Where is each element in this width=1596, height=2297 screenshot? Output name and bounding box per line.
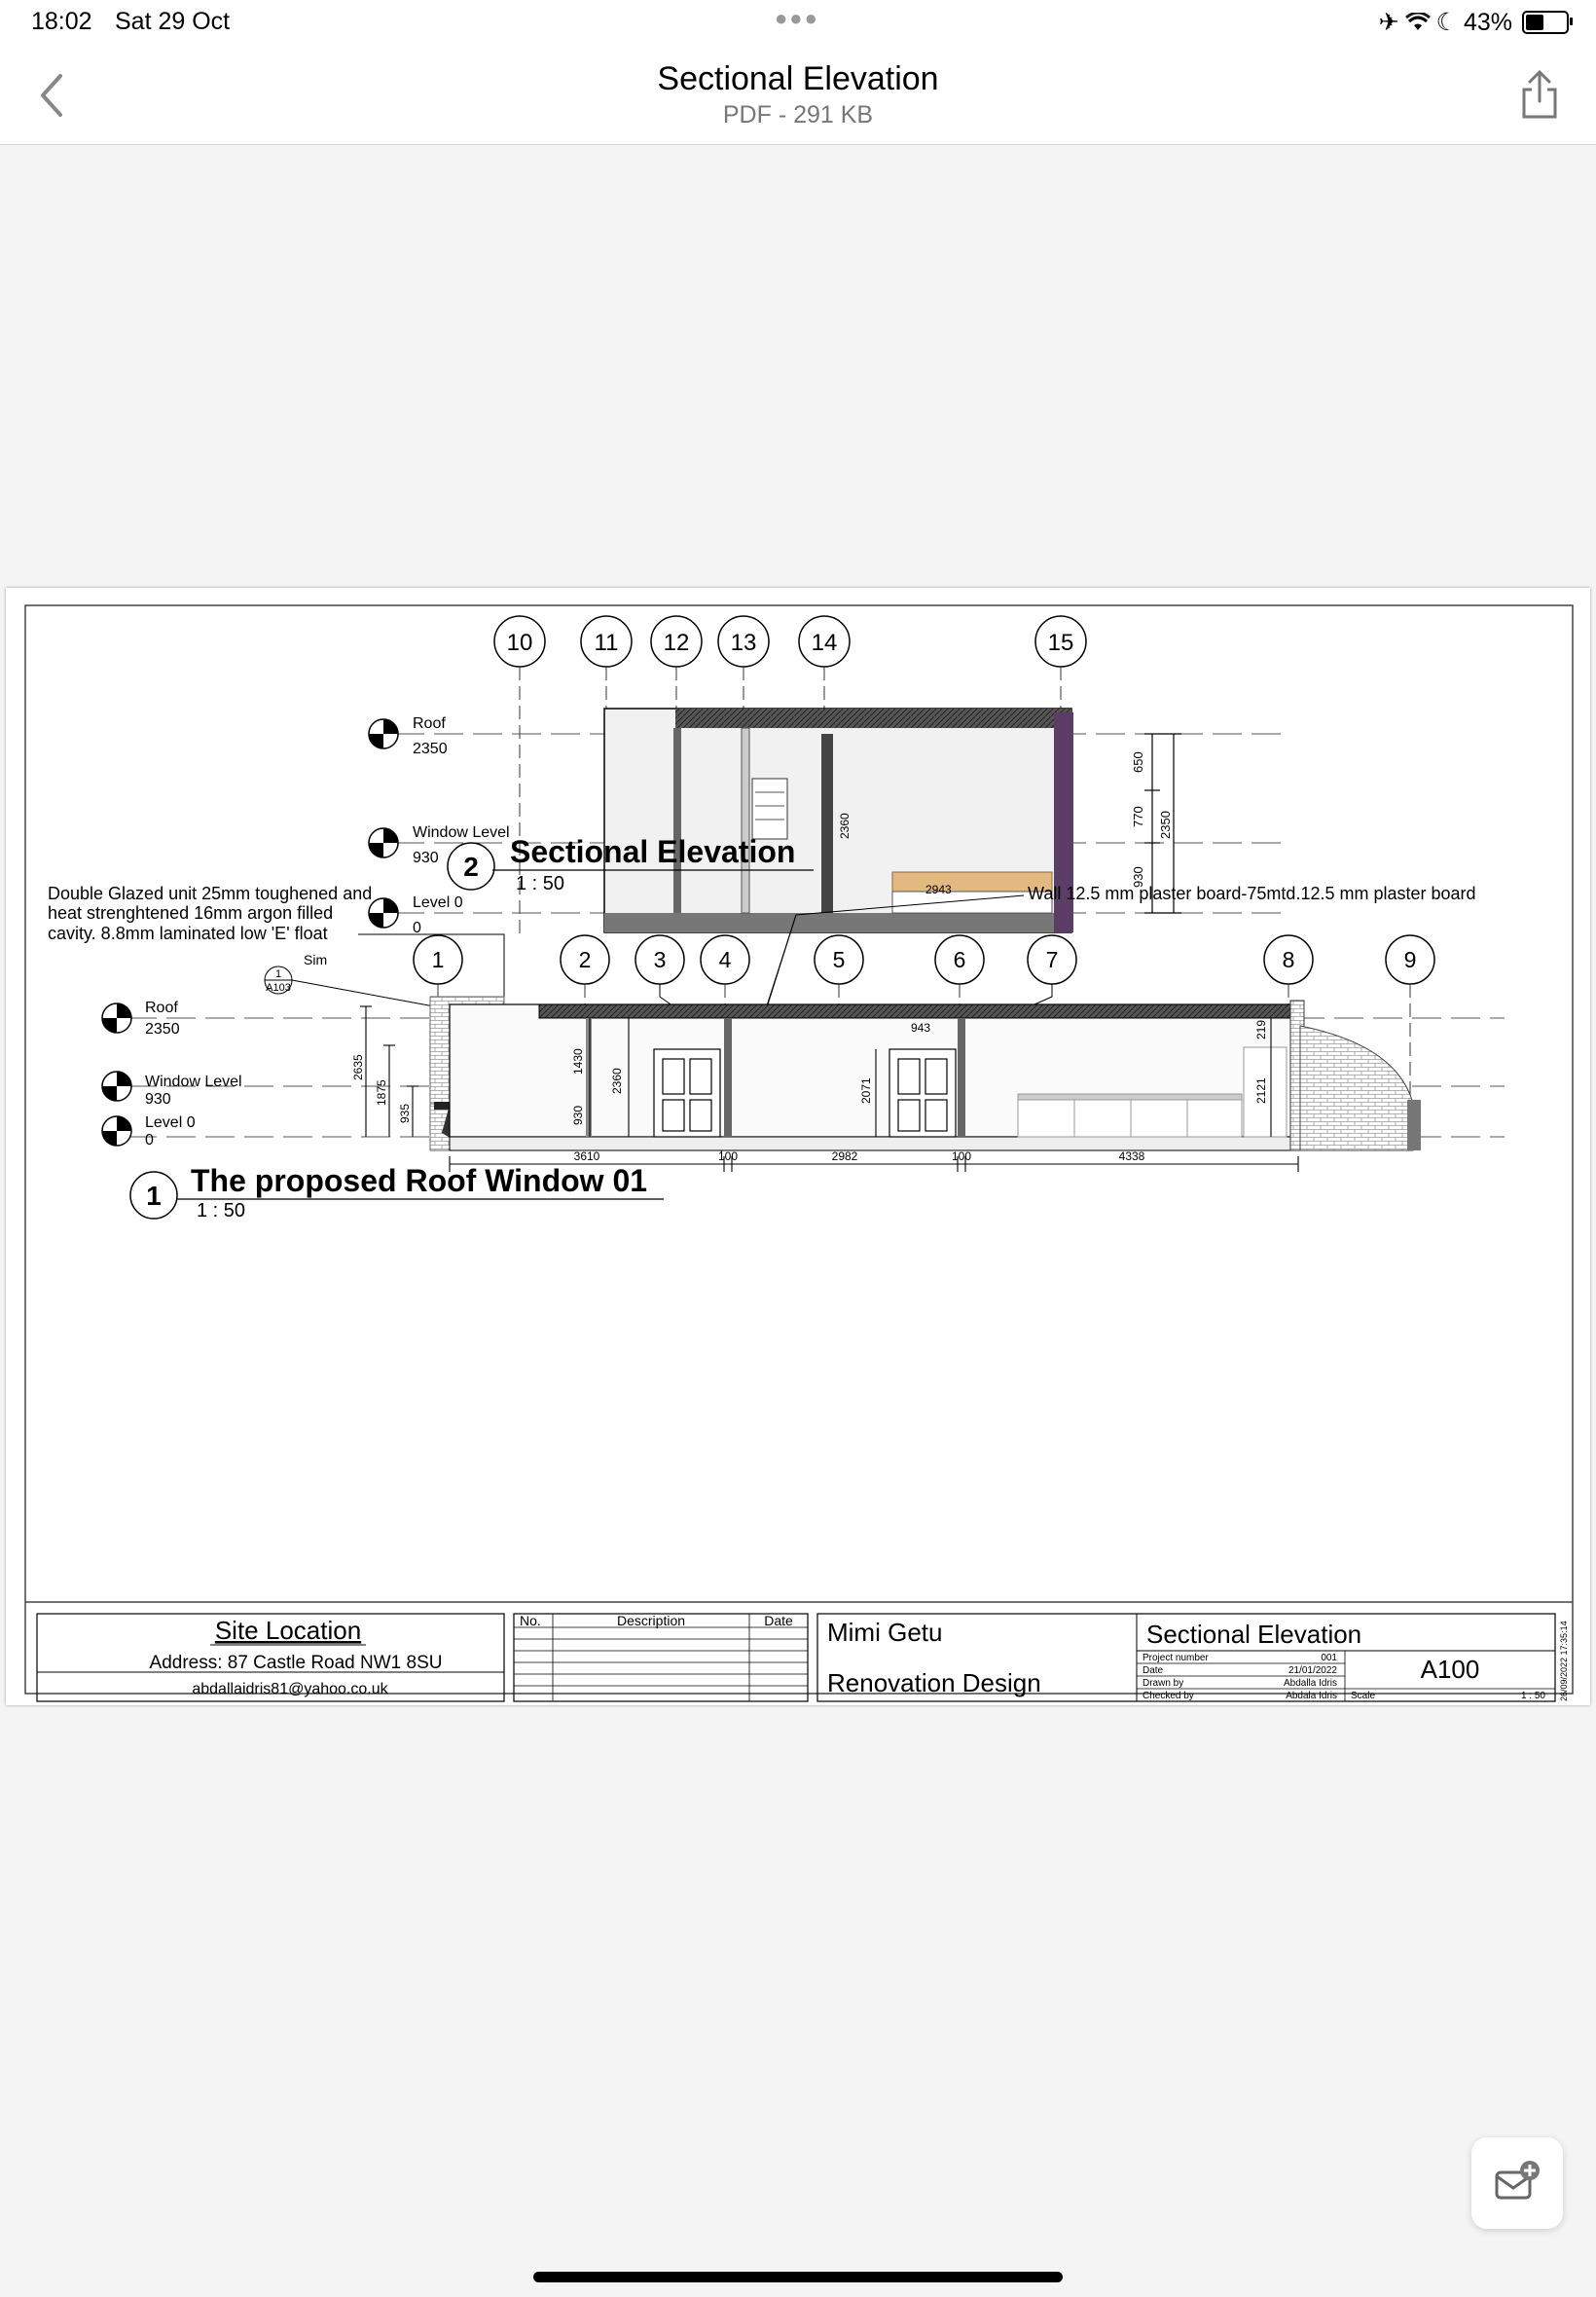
file-info: PDF - 291 KB bbox=[722, 101, 874, 128]
add-markup-icon bbox=[1493, 2159, 1542, 2207]
site-email: abdallaidris81@yahoo.co.uk bbox=[192, 1681, 388, 1697]
dim-930: 930 bbox=[571, 1105, 585, 1125]
battery-percent: 43% bbox=[1463, 8, 1512, 36]
project-number-value: 001 bbox=[1321, 1653, 1337, 1663]
level-value-roof: 2350 bbox=[145, 1021, 180, 1038]
markup-button[interactable] bbox=[1471, 2137, 1563, 2229]
level-label-window: Window Level bbox=[145, 1074, 242, 1090]
client-name: Mimi Getu bbox=[827, 1618, 943, 1647]
page-title: Sectional Elevation bbox=[657, 60, 939, 97]
view-scale: 1 : 50 bbox=[197, 1200, 246, 1221]
airplane-icon: ✈ bbox=[1378, 9, 1399, 36]
pdf-page[interactable] bbox=[6, 588, 1590, 1705]
dim-2071: 2071 bbox=[859, 1077, 873, 1104]
battery-icon bbox=[1522, 11, 1569, 34]
level-value-window: 930 bbox=[145, 1091, 171, 1108]
checked-by-value: Abdala Idris bbox=[1286, 1691, 1337, 1701]
grid-label: 14 bbox=[811, 630, 838, 656]
dim-3610: 3610 bbox=[573, 1149, 600, 1163]
grid-label: 8 bbox=[1282, 947, 1295, 972]
view-title: The proposed Roof Window 01 bbox=[191, 1163, 648, 1198]
level-label-window: Window Level bbox=[413, 824, 510, 841]
note-glazing-line3: cavity. 8.8mm laminated low 'E' float bbox=[48, 924, 328, 943]
multitasking-dots-icon[interactable]: ●●● bbox=[775, 6, 819, 30]
level-value-level0: 0 bbox=[413, 920, 421, 936]
level-label-level0: Level 0 bbox=[145, 1114, 196, 1131]
grid-label: 3 bbox=[653, 947, 667, 972]
grid-label: 12 bbox=[663, 630, 690, 656]
grid-label: 13 bbox=[730, 630, 757, 656]
dim-2943: 2943 bbox=[925, 883, 952, 896]
grid-label: 10 bbox=[506, 630, 533, 656]
dim-770: 770 bbox=[1131, 806, 1145, 827]
level-label-roof: Roof bbox=[145, 1000, 178, 1016]
sim-tag-bottom: A103 bbox=[266, 982, 291, 994]
rev-header-no: No. bbox=[520, 1613, 541, 1628]
dim-100: 100 bbox=[717, 1149, 739, 1163]
rev-header-description: Description bbox=[616, 1613, 686, 1628]
dim-930: 930 bbox=[1131, 866, 1145, 888]
scale-label: Scale bbox=[1351, 1691, 1376, 1701]
sim-tag-top: 1 bbox=[274, 968, 282, 980]
grid-label: 7 bbox=[1045, 947, 1059, 972]
grid-label: 6 bbox=[953, 947, 966, 972]
drawn-by-value: Abdalla Idris bbox=[1283, 1678, 1337, 1689]
view-scale: 1 : 50 bbox=[516, 873, 565, 894]
print-stamp: 26/09/2022 17:35:14 bbox=[1559, 1621, 1569, 1701]
sheet-title: Sectional Elevation bbox=[1146, 1620, 1362, 1649]
share-button[interactable] bbox=[1516, 68, 1563, 123]
site-location-heading: Site Location bbox=[214, 1616, 362, 1645]
scale-value: 1 : 50 bbox=[1520, 1691, 1545, 1701]
level-value-roof: 2350 bbox=[413, 741, 448, 757]
grid-label: 9 bbox=[1403, 947, 1417, 972]
view-title: Sectional Elevation bbox=[510, 834, 796, 869]
grid-label: 5 bbox=[832, 947, 846, 972]
sim-tag-label: Sim bbox=[304, 952, 328, 967]
dim-943: 943 bbox=[911, 1021, 931, 1035]
date-value: 21/01/2022 bbox=[1288, 1665, 1337, 1676]
level-label-roof: Roof bbox=[413, 715, 446, 732]
site-address: Address: 87 Castle Road NW1 8SU bbox=[149, 1653, 443, 1673]
navigation-bar bbox=[0, 47, 1596, 145]
status-bar bbox=[0, 0, 1596, 47]
wifi-icon bbox=[1405, 13, 1431, 32]
dim-2360: 2360 bbox=[838, 813, 852, 839]
grid-label: 4 bbox=[718, 947, 732, 972]
view-number: 1 bbox=[146, 1181, 162, 1211]
drawing-sheet bbox=[6, 588, 1590, 1705]
sheet-number: A100 bbox=[1420, 1655, 1480, 1684]
home-indicator[interactable] bbox=[533, 2272, 1063, 2282]
rev-header-date: Date bbox=[764, 1613, 793, 1628]
level-label-level0: Level 0 bbox=[413, 894, 463, 911]
share-icon bbox=[1516, 68, 1563, 123]
project-number-label: Project number bbox=[1143, 1653, 1209, 1663]
dim-2982: 2982 bbox=[831, 1149, 858, 1163]
drawn-by-label: Drawn by bbox=[1143, 1678, 1184, 1689]
dim-219: 219 bbox=[1254, 1019, 1268, 1039]
level-value-window: 930 bbox=[413, 850, 439, 866]
dim-1430: 1430 bbox=[571, 1048, 585, 1075]
date-label: Date bbox=[1143, 1665, 1164, 1676]
dim-650: 650 bbox=[1131, 751, 1145, 773]
note-glazing-line2: heat strenghtened 16mm argon filled bbox=[48, 903, 334, 923]
grid-label: 1 bbox=[431, 947, 445, 972]
dim-2121: 2121 bbox=[1254, 1077, 1268, 1104]
grid-label: 15 bbox=[1047, 630, 1074, 656]
level-value-level0: 0 bbox=[145, 1132, 154, 1148]
moon-icon: ☾ bbox=[1435, 9, 1458, 36]
grid-label: 11 bbox=[594, 630, 619, 656]
note-glazing-line1: Double Glazed unit 25mm toughened and bbox=[48, 884, 373, 903]
dim-2635: 2635 bbox=[351, 1054, 365, 1080]
title-block bbox=[37, 1613, 1569, 1701]
status-time: 18:02 bbox=[31, 8, 92, 35]
lower-section-view bbox=[48, 884, 1505, 1221]
dim-1875: 1875 bbox=[375, 1079, 388, 1106]
project-name: Renovation Design bbox=[827, 1668, 1041, 1697]
dim-100: 100 bbox=[951, 1149, 972, 1163]
grid-label: 2 bbox=[578, 947, 592, 972]
dim-935: 935 bbox=[398, 1103, 412, 1123]
dim-2350: 2350 bbox=[1158, 811, 1173, 839]
status-date: Sat 29 Oct bbox=[115, 8, 231, 35]
checked-by-label: Checked by bbox=[1143, 1691, 1194, 1701]
note-wall: Wall 12.5 mm plaster board-75mtd.12.5 mm plaster board bbox=[1028, 884, 1476, 903]
dim-4338: 4338 bbox=[1118, 1149, 1145, 1163]
view-number: 2 bbox=[463, 852, 479, 882]
dim-2360: 2360 bbox=[610, 1068, 624, 1094]
